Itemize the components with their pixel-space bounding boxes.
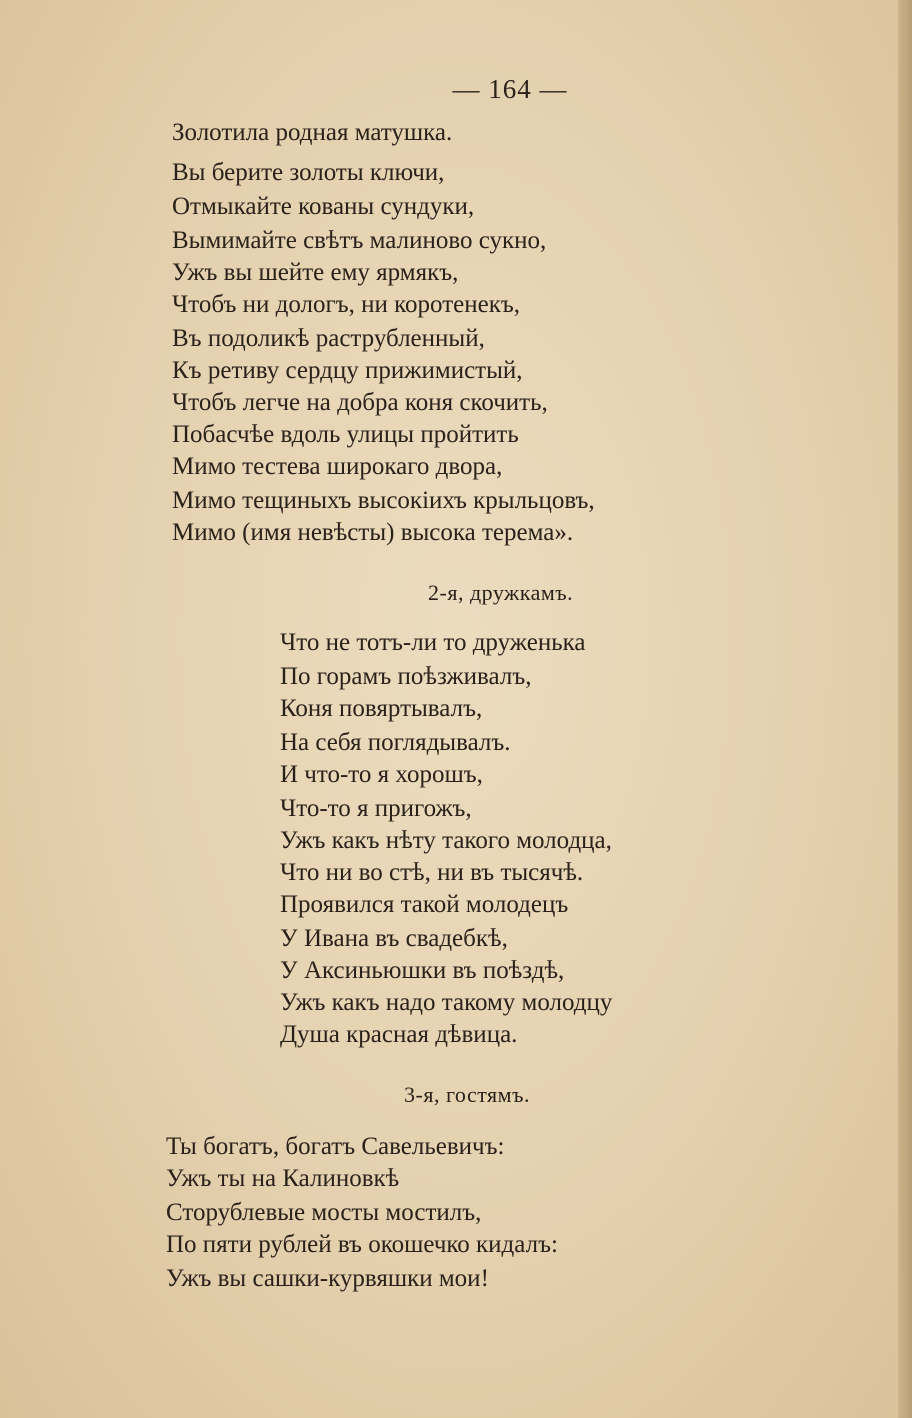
verse-line: И что-то я хорошъ, [280,761,483,788]
verse-line: Ужъ вы сашки-курвяшки мои! [166,1265,489,1292]
verse-line: На себя поглядывалъ. [280,729,511,756]
verse-line: Вы берите золоты ключи, [172,159,445,186]
verse-line: По горамъ поѣзживалъ, [280,663,532,690]
verse-line: Душа красная дѣвица. [280,1021,518,1048]
verse-line: Мимо тестева широкаго двора, [172,453,503,480]
verse-line: Сторублевые мосты мостилъ, [166,1199,482,1226]
verse-line: У Ивана въ свадебкѣ, [280,925,508,952]
verse-line: Вымимайте свѣтъ малиново сукно, [172,227,547,254]
verse-line: Чтобъ легче на добра коня скочить, [172,389,548,416]
section-heading: 2-я, дружкамъ. [428,580,574,605]
verse-line: Ты богатъ, богатъ Савельевичъ: [166,1133,505,1160]
verse-line: Что ни во стѣ, ни въ тысячѣ. [280,859,584,886]
verse-line: Проявился такой молодецъ [280,891,569,918]
verse-line: Въ подоликѣ раструбленный, [172,325,485,352]
verse-line: Къ ретиву сердцу прижимистый, [172,357,523,384]
verse-line: Чтобъ ни дологъ, ни коротенекъ, [172,291,521,318]
verse-line: Золотила родная матушка. [172,119,453,146]
verse-line: Ужъ вы шейте ему ярмякъ, [172,259,459,286]
verse-line: Ужъ какъ надо такому молодцу [280,989,613,1016]
section-heading: 3-я, гостямъ. [404,1082,530,1107]
page-number: — 164 — [452,74,568,104]
verse-line: По пяти рублей въ окошечко кидалъ: [166,1231,558,1258]
verse-line: Ужъ какъ нѣту такого молодца, [280,827,612,854]
verse-line: Отмыкайте кованы сундуки, [172,193,475,220]
verse-line: Побасчѣе вдоль улицы пройтить [172,421,519,448]
verse-line: Мимо тещиныхъ высокiихъ крыльцовъ, [172,487,595,514]
verse-line: Мимо (имя невѣсты) высока терема». [172,519,574,546]
verse-line: Что-то я пригожъ, [280,795,472,822]
verse-line: Ужъ ты на Калиновкѣ [166,1165,400,1192]
page-edge [898,0,912,1418]
verse-line: Коня повяртывалъ, [280,695,483,722]
verse-line: Что не тотъ-ли то друженька [280,629,586,656]
verse-line: У Аксиньюшки въ поѣздѣ, [280,957,565,984]
